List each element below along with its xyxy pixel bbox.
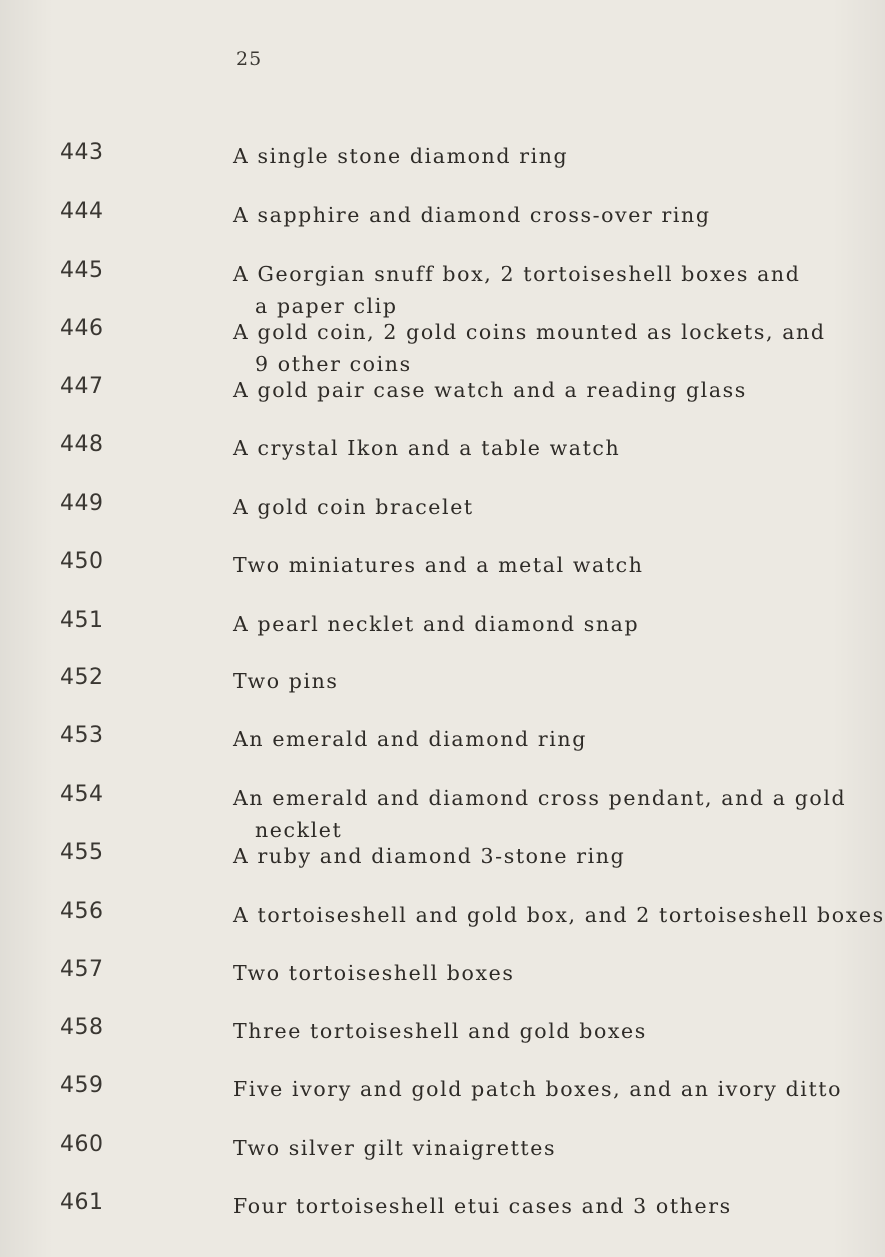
lot-description xyxy=(233,199,793,231)
lot-description xyxy=(233,1073,843,1105)
lot-description xyxy=(233,1132,793,1164)
lot-description-line: Three tortoiseshell and gold boxes xyxy=(233,1019,647,1043)
lot-description xyxy=(233,782,847,846)
lot-description-line: A Georgian snuff box, 2 tortoiseshell boxes and xyxy=(233,262,801,286)
lot-description-line: A gold coin, 2 gold coins mounted as lockets, and xyxy=(233,320,826,344)
lot-description xyxy=(233,316,826,380)
lot-description-line: a paper clip xyxy=(255,294,398,318)
lot-number: 460 xyxy=(60,1132,104,1157)
lot-number: 449 xyxy=(60,491,104,516)
lot-number: 444 xyxy=(60,199,104,224)
lot-description-line: A pearl necklet and diamond snap xyxy=(233,612,640,636)
lot-description xyxy=(233,432,793,464)
lot-number: 450 xyxy=(60,549,104,574)
lot-description-line: A crystal Ikon and a table watch xyxy=(233,436,621,460)
lot-description-line: A tortoiseshell and gold box, and 2 tortoiseshell boxes xyxy=(233,903,885,927)
lot-number: 455 xyxy=(60,840,104,865)
lot-number: 448 xyxy=(60,432,104,457)
lot-description-line: An emerald and diamond ring xyxy=(233,727,587,751)
lot-description xyxy=(233,899,885,931)
lot-description-line: A gold coin bracelet xyxy=(233,495,474,519)
lot-number: 461 xyxy=(60,1190,104,1215)
lot-number: 452 xyxy=(60,665,104,690)
lot-number: 447 xyxy=(60,374,104,399)
lot-description xyxy=(233,549,793,581)
lot-number: 459 xyxy=(60,1073,104,1098)
lot-description-line: necklet xyxy=(255,818,343,842)
lot-description-line: Two pins xyxy=(233,669,339,693)
lot-description xyxy=(233,723,793,755)
lot-description-line: A sapphire and diamond cross-over ring xyxy=(233,203,711,227)
lot-description-line: Two tortoiseshell boxes xyxy=(233,961,515,985)
lot-description xyxy=(233,258,801,322)
lot-description-line: Two miniatures and a metal watch xyxy=(233,553,644,577)
lot-description-line: Four tortoiseshell etui cases and 3 others xyxy=(233,1194,732,1218)
lot-description xyxy=(233,608,793,640)
lot-description-line: 9 other coins xyxy=(255,352,412,376)
lot-description-line: A single stone diamond ring xyxy=(233,144,569,168)
lot-description-line: Two silver gilt vinaigrettes xyxy=(233,1136,557,1160)
lot-description xyxy=(233,840,793,872)
lot-description-line: Five ivory and gold patch boxes, and an ivory ditto xyxy=(233,1077,843,1101)
lot-description-line: A ruby and diamond 3-stone ring xyxy=(233,844,626,868)
lot-number: 445 xyxy=(60,258,104,283)
lot-description-line: A gold pair case watch and a reading glass xyxy=(233,378,747,402)
lot-number: 457 xyxy=(60,957,104,982)
lot-number: 456 xyxy=(60,899,104,924)
lot-number: 446 xyxy=(60,316,104,341)
lot-description xyxy=(233,1015,793,1047)
lot-description-line: An emerald and diamond cross pendant, and a gold xyxy=(233,786,847,810)
lot-description xyxy=(233,491,793,523)
lot-number: 458 xyxy=(60,1015,104,1040)
lot-description xyxy=(233,140,793,172)
lot-number: 443 xyxy=(60,140,104,165)
lot-description xyxy=(233,957,793,989)
lot-description xyxy=(233,665,793,697)
lot-number: 454 xyxy=(60,782,104,807)
page-number: 25 xyxy=(236,48,263,70)
lot-number: 451 xyxy=(60,608,104,633)
lot-number: 453 xyxy=(60,723,104,748)
lot-description xyxy=(233,1190,793,1222)
lot-description xyxy=(233,374,793,406)
